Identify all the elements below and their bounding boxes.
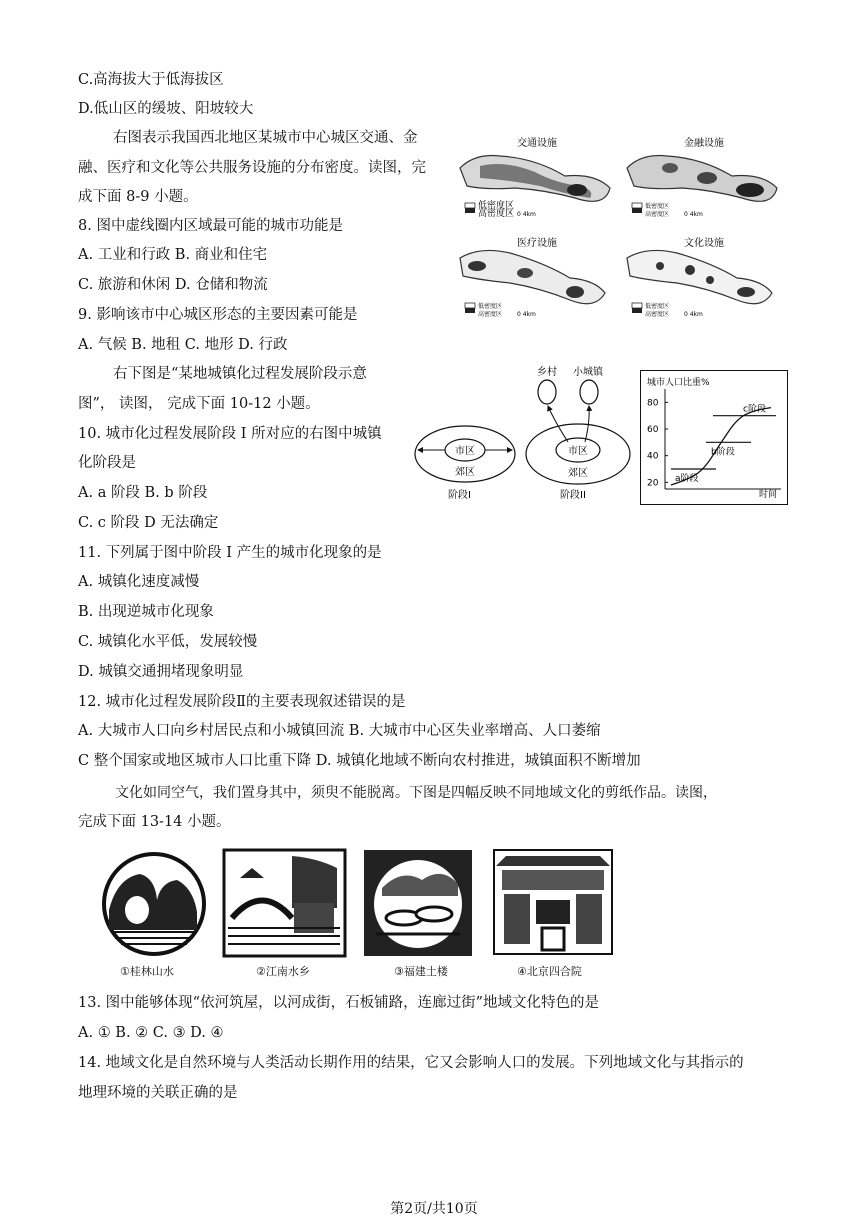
chart-stage-label: c阶段	[743, 404, 766, 415]
q13-options: A. ① B. ② C. ③ D. ④	[78, 1025, 224, 1041]
stage2-town: 小城镇	[573, 367, 603, 378]
q11-option-b: B. 出现逆城市化现象	[78, 604, 214, 620]
stage2-suburb: 郊区	[568, 468, 588, 479]
chart-ylabel: 城市人口比重%	[647, 378, 710, 388]
svg-text:高密度区: 高密度区	[478, 209, 515, 219]
stage1-suburb: 郊区	[455, 467, 475, 478]
q8-options-ab: A. 工业和行政 B. 商业和住宅	[78, 247, 268, 263]
stage1-label: 阶段I	[448, 490, 471, 501]
question-11: 11. 下列属于图中阶段 I 产生的城市化现象的是	[78, 545, 382, 561]
q9-options: A. 气候 B. 地租 C. 地形 D. 行政	[78, 337, 288, 353]
q8-options-cd: C. 旅游和休闲 D. 仓储和物流	[78, 277, 268, 293]
svg-text:高密度区: 高密度区	[478, 311, 503, 318]
svg-text:高密度区: 高密度区	[645, 211, 670, 218]
svg-text:低密度区: 低密度区	[478, 303, 503, 310]
question-12: 12. 城市化过程发展阶段Ⅱ的主要表现叙述错误的是	[78, 694, 406, 710]
question-10-line2: 化阶段是	[78, 455, 136, 471]
svg-text:0 4km: 0 4km	[684, 311, 703, 318]
svg-text:低密度区: 低密度区	[645, 303, 670, 310]
chart-ytick-label: 60	[647, 425, 659, 435]
papercut-caption-1: ①桂林山水	[120, 965, 174, 978]
stage1-city: 市区	[455, 446, 475, 457]
svg-text:0 4km: 0 4km	[517, 311, 536, 318]
chart-stage-label: a阶段	[675, 474, 699, 484]
map-title: 交通设施	[517, 138, 557, 149]
intro-10-12-line2: 图”， 读图， 完成下面 10-12 小题。	[78, 396, 320, 412]
map-transport	[455, 128, 620, 220]
papercut-caption-3: ③福建土楼	[394, 965, 448, 978]
q10-options-cd: C. c 阶段 D 无法确定	[78, 515, 219, 531]
q11-option-a: A. 城镇化速度减慢	[78, 574, 200, 590]
svg-text:文化设施: 文化设施	[684, 238, 724, 249]
intro-13-14-line2: 完成下面 13-14 小题。	[78, 814, 231, 830]
intro-8-9-line3: 成下面 8-9 小题。	[78, 189, 198, 205]
map-finance	[622, 128, 787, 220]
papercut-caption-2: ②江南水乡	[256, 965, 310, 978]
question-14-line1: 14. 地域文化是自然环境与人类活动长期作用的结果，它又会影响人口的发展。下列地域文化与其指示的	[78, 1055, 744, 1071]
svg-text:低密度区: 低密度区	[645, 203, 670, 210]
intro-8-9-line2: 融、医疗和文化等公共服务设施的分布密度。读图，完	[78, 160, 426, 176]
intro-8-9-line1: 右图表示我国西北地区某城市中心城区交通、金	[113, 130, 418, 146]
option-d-q7: D.低山区的缓坡、阳坡较大	[78, 101, 254, 117]
question-8: 8. 图中虚线圈内区域最可能的城市功能是	[78, 218, 343, 234]
map-culture	[622, 228, 787, 320]
stage2-village: 乡村	[537, 367, 557, 378]
stage-diagram	[410, 362, 635, 507]
q11-option-c: C. 城镇化水平低，发展较慢	[78, 634, 258, 650]
stage2-city: 市区	[568, 446, 588, 457]
papercut-caption-4: ④北京四合院	[517, 965, 582, 978]
svg-text:医疗设施: 医疗设施	[517, 238, 557, 249]
q12-options-ab: A. 大城市人口向乡村居民点和小城镇回流 B. 大城市中心区失业率增高、人口萎缩	[78, 723, 601, 739]
chart-stage-label: b阶段	[711, 447, 735, 458]
question-10-line1: 10. 城市化过程发展阶段 I 所对应的右图中城镇	[78, 426, 382, 442]
papercut-tulou	[362, 848, 474, 958]
papercut-guilin	[95, 850, 213, 958]
intro-10-12-line1: 右下图是“某地城镇化过程发展阶段示意	[113, 366, 367, 382]
chart-ytick-label: 40	[647, 451, 659, 462]
q12-options-cd: C 整个国家或地区城市人口比重下降 D. 城镇化地域不断向农村推进，城镇面积不断增加	[78, 753, 641, 769]
svg-text:0 4km: 0 4km	[684, 211, 703, 218]
svg-text:高密度区: 高密度区	[645, 311, 670, 318]
question-14-line2: 地理环境的关联正确的是	[78, 1085, 238, 1101]
chart-ytick-label: 80	[647, 398, 659, 409]
papercut-jiangnan	[222, 848, 347, 958]
chart-xlabel: 时间	[759, 490, 778, 500]
svg-text:金融设施: 金融设施	[684, 138, 724, 149]
q11-option-d: D. 城镇交通拥堵现象明显	[78, 664, 244, 680]
stage2-label: 阶段II	[560, 490, 586, 501]
question-9: 9. 影响该市中心城区形态的主要因素可能是	[78, 307, 358, 323]
urbanization-chart	[640, 370, 788, 505]
page-footer: 第2页/共10页	[390, 1201, 478, 1217]
svg-text:0 4km: 0 4km	[517, 211, 536, 218]
map-medical	[455, 228, 620, 320]
q10-options-ab: A. a 阶段 B. b 阶段	[78, 485, 208, 501]
svg-text:低密度区: 低密度区	[478, 201, 515, 211]
option-c-q7: C.高海拔大于低海拔区	[78, 72, 224, 88]
intro-13-14-line1: 文化如同空气，我们置身其中，须臾不能脱离。下图是四幅反映不同地域文化的剪纸作品。读图，	[115, 785, 717, 801]
chart-ytick-label: 20	[647, 478, 659, 489]
papercut-siheyuan	[492, 846, 614, 958]
question-13: 13. 图中能够体现“依河筑屋，以河成街，石板铺路，连廊过街”地域文化特色的是	[78, 995, 599, 1011]
